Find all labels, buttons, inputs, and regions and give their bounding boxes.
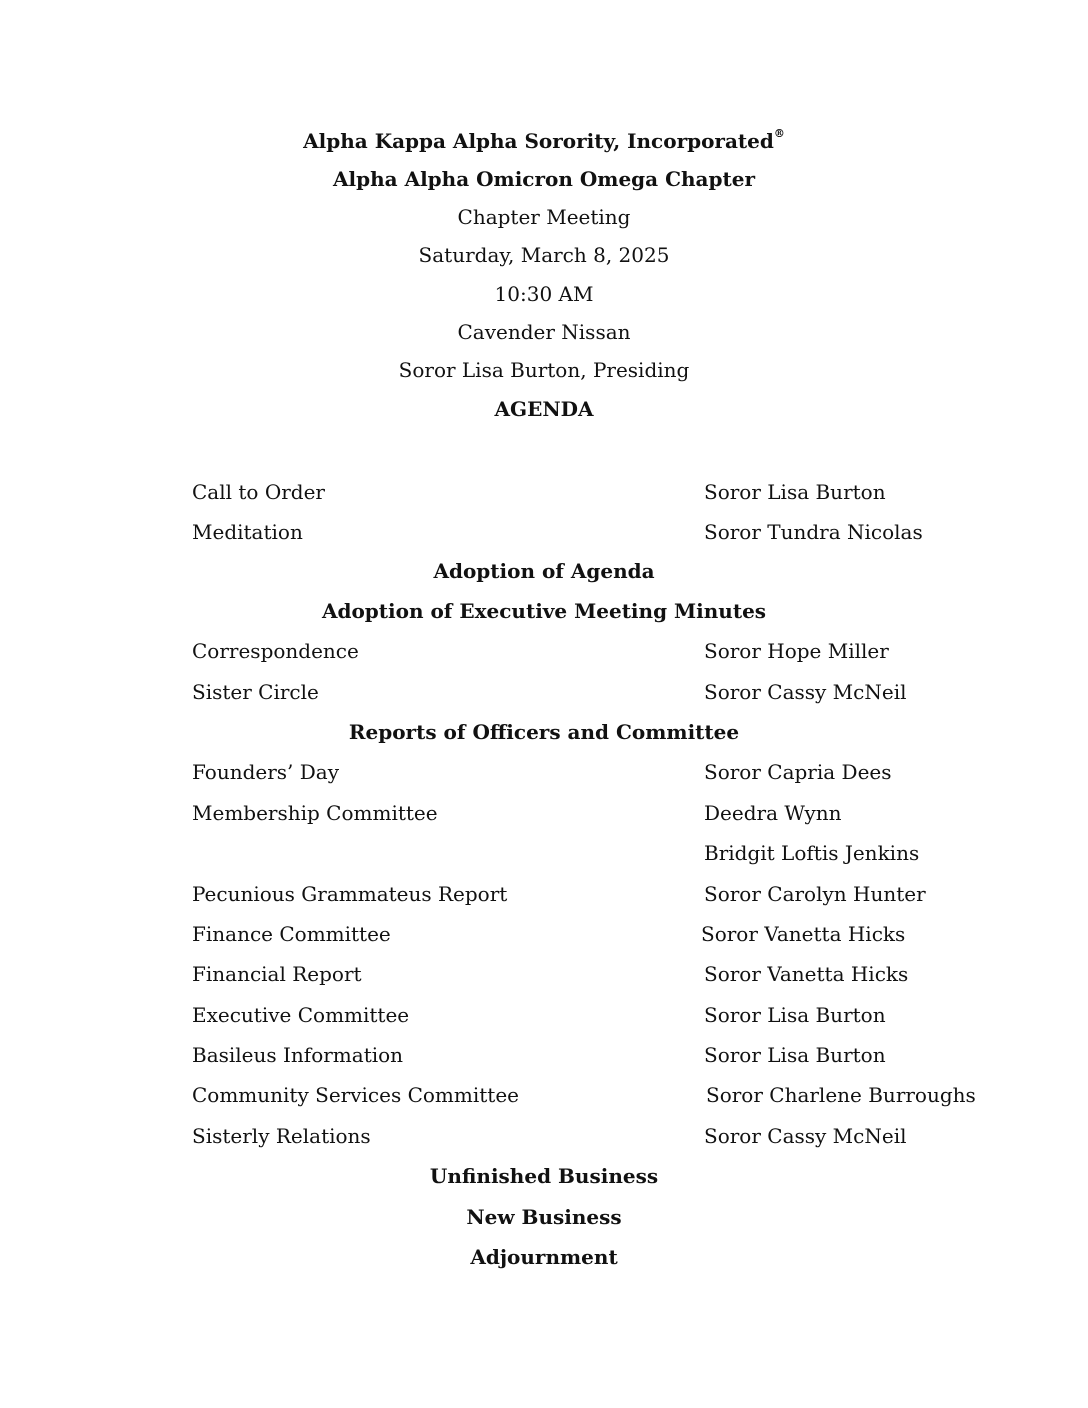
person-membership: Deedra Wynn	[704, 801, 842, 825]
item-membership: Membership Committee	[192, 801, 438, 825]
meeting-location: Cavender Nissan	[457, 320, 631, 344]
person-founders-day: Soror Capria Dees	[704, 760, 892, 784]
item-pecunious: Pecunious Grammateus Report	[192, 882, 508, 906]
item-correspondence: Correspondence	[192, 639, 359, 663]
person-sisterly: Soror Cassy McNeil	[704, 1124, 907, 1148]
person-basileus: Soror Lisa Burton	[704, 1043, 886, 1067]
person-executive: Soror Lisa Burton	[704, 1003, 886, 1027]
item-finance: Finance Committee	[192, 922, 391, 946]
heading-adoption-minutes: Adoption of Executive Meeting Minutes	[321, 599, 767, 623]
chapter-name: Alpha Alpha Omicron Omega Chapter	[333, 167, 755, 191]
person-pecunious: Soror Carolyn Hunter	[704, 882, 926, 906]
presiding-officer: Soror Lisa Burton, Presiding	[398, 358, 690, 382]
heading-new-business: New Business	[466, 1205, 622, 1229]
item-basileus: Basileus Information	[192, 1043, 404, 1067]
person-financial-report: Soror Vanetta Hicks	[704, 962, 909, 986]
meeting-time: 10:30 AM	[494, 282, 594, 306]
item-sister-circle: Sister Circle	[192, 680, 319, 704]
registered-mark: ®	[773, 127, 785, 140]
item-meditation: Meditation	[192, 520, 303, 544]
meeting-date: Saturday, March 8, 2025	[418, 243, 670, 267]
agenda-title: AGENDA	[494, 397, 594, 421]
person-membership-2: Bridgit Loftis Jenkins	[704, 841, 920, 865]
person-sister-circle: Soror Cassy McNeil	[704, 680, 907, 704]
person-correspondence: Soror Hope Miller	[704, 639, 889, 663]
heading-adoption-agenda: Adoption of Agenda	[433, 559, 655, 583]
item-executive: Executive Committee	[192, 1003, 410, 1027]
org-name: Alpha Kappa Alpha Sorority, Incorporated®	[303, 127, 785, 153]
item-founders-day: Founders’ Day	[192, 760, 340, 784]
item-call-to-order: Call to Order	[192, 480, 325, 504]
heading-reports: Reports of Officers and Committee	[348, 720, 740, 744]
item-financial-report: Financial Report	[192, 962, 362, 986]
person-call-to-order: Soror Lisa Burton	[704, 480, 886, 504]
person-finance: Soror Vanetta Hicks	[701, 922, 906, 946]
heading-adjournment: Adjournment	[470, 1245, 618, 1269]
person-community: Soror Charlene Burroughs	[706, 1083, 976, 1107]
item-sisterly: Sisterly Relations	[192, 1124, 371, 1148]
person-meditation: Soror Tundra Nicolas	[704, 520, 923, 544]
heading-unfinished: Unfinished Business	[429, 1164, 659, 1188]
item-community: Community Services Committee	[192, 1083, 519, 1107]
meeting-type: Chapter Meeting	[457, 205, 631, 229]
